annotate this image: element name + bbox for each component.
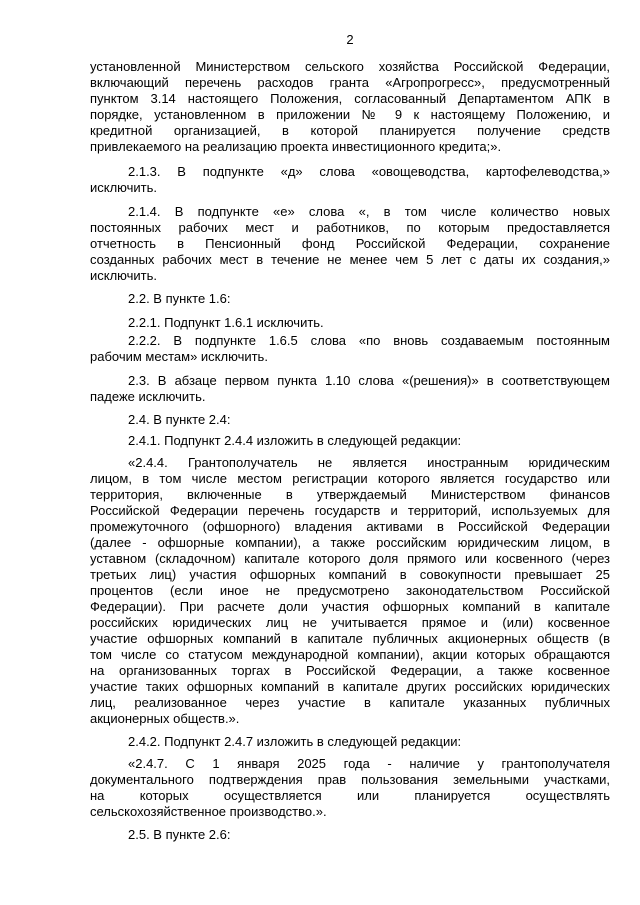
text-line: на которых осуществляется или планируется осуществлять <box>90 788 610 803</box>
text-line: сельскохозяйственное производство.». <box>90 804 327 819</box>
paragraph-2-1-3 <box>90 164 610 196</box>
text-line: постоянных рабочих мест и работников, по которым предоставляется <box>90 220 610 235</box>
text-line: включающий перечень расходов гранта «Агропрогресс», предусмотренный <box>90 75 610 90</box>
text-line: лиц, реализованное через участие в капитале указанных публичных <box>90 695 610 710</box>
paragraph-2-4-4-quote <box>90 455 610 727</box>
text-line: участие таких офшорных компаний в капитале других российских юридических <box>90 679 610 694</box>
paragraph-2-2-1 <box>90 315 610 331</box>
paragraph-2-4 <box>90 412 610 428</box>
text-line: на организованных торгах в Российской Федерации, а также косвенное <box>90 663 610 678</box>
text-line: Федерации). При расчете доли участия офшорных компаний в капитале <box>90 599 610 614</box>
text-line: падеже исключить. <box>90 389 206 404</box>
text-line: 2.4. В пункте 2.4: <box>128 412 231 427</box>
text-line: российских юридических лиц не учитывается прямое и (или) косвенное <box>90 615 610 630</box>
paragraph-2-2-2 <box>90 333 610 365</box>
text-line: исключить. <box>90 268 158 283</box>
text-line: рабочим местам» исключить. <box>90 349 268 364</box>
text-line: уставном (складочном) капитале которого доля прямого или косвенного (через <box>90 551 610 566</box>
paragraph-2-4-2 <box>90 734 610 750</box>
text-line: 2.5. В пункте 2.6: <box>128 827 231 842</box>
paragraph-2-3 <box>90 373 610 405</box>
text-line: документального подтверждения прав пользования земельными участками, <box>90 772 610 787</box>
text-line: отчетность в Пенсионный фонд Российской Федерации, сохранение <box>90 236 610 251</box>
document-page <box>90 0 610 905</box>
text-line: 2.1.3. В подпункте «д» слова «овощеводства, картофелеводства,» <box>128 164 610 179</box>
text-line: пунктом 3.14 настоящего Положения, согласованный Департаментом АПК в <box>90 91 610 106</box>
text-line: порядке, установленном в приложении № 9 к настоящему Положению, и <box>90 107 610 122</box>
text-line: (далее - офшорные компании), а также российским юридическим лицом, в <box>90 535 610 550</box>
text-line: «2.4.4. Грантополучатель не является иностранным юридическим <box>128 455 610 470</box>
text-line: 2.4.2. Подпункт 2.4.7 изложить в следующей редакции: <box>128 734 462 749</box>
page-number: 2 <box>346 32 354 47</box>
text-line: установленной Министерством сельского хозяйства Российской Федерации, <box>90 59 610 74</box>
text-line: участие офшорных компаний в капитале публичных акционерных обществ (в <box>90 631 610 646</box>
text-line: исключить. <box>90 180 158 195</box>
paragraph-continuation <box>90 59 610 155</box>
paragraph-2-5 <box>90 827 610 843</box>
paragraph-2-2 <box>90 291 610 307</box>
text-line: 2.3. В абзаце первом пункта 1.10 слова «(решения)» в соответствующем <box>128 373 610 388</box>
text-line: Российской Федерации перечень государств и территорий, используемых для <box>90 503 610 518</box>
text-line: 2.2.2. В подпункте 1.6.5 слова «по вновь создаваемым постоянным <box>128 333 610 348</box>
text-line: процентов (если иное не предусмотрено законодательством Российской <box>90 583 610 598</box>
text-line: 2.2. В пункте 1.6: <box>128 291 231 306</box>
text-line: 2.2.1. Подпункт 1.6.1 исключить. <box>128 315 324 330</box>
text-line: созданных рабочих мест в течение не менее чем 5 лет с даты их создания,» <box>90 252 610 267</box>
text-line: привлекаемого на реализацию проекта инвестиционного кредита;». <box>90 139 502 154</box>
text-line: том числе со статусом международной компании), акции которых обращаются <box>90 647 610 662</box>
paragraph-2-4-1 <box>90 433 610 449</box>
text-line: 2.1.4. В подпункте «е» слова «, в том числе количество новых <box>128 204 610 219</box>
text-line: территория, включенные в утверждаемый Министерством финансов <box>90 487 610 502</box>
text-line: третьих лиц) участия офшорных компаний в совокупности превышает 25 <box>90 567 610 582</box>
text-line: 2.4.1. Подпункт 2.4.4 изложить в следующей редакции: <box>128 433 462 448</box>
text-line: лицом, в том числе местом регистрации которого является государство или <box>90 471 610 486</box>
paragraph-2-1-4 <box>90 204 610 284</box>
text-line: «2.4.7. С 1 января 2025 года - наличие у грантополучателя <box>128 756 610 771</box>
text-line: кредитной организацией, в которой планируется получение средств <box>90 123 610 138</box>
paragraph-2-4-7-quote <box>90 756 610 820</box>
text-line: промежуточного (офшорного) владения активами в Российской Федерации <box>90 519 610 534</box>
text-line: акционерных обществ.». <box>90 711 240 726</box>
